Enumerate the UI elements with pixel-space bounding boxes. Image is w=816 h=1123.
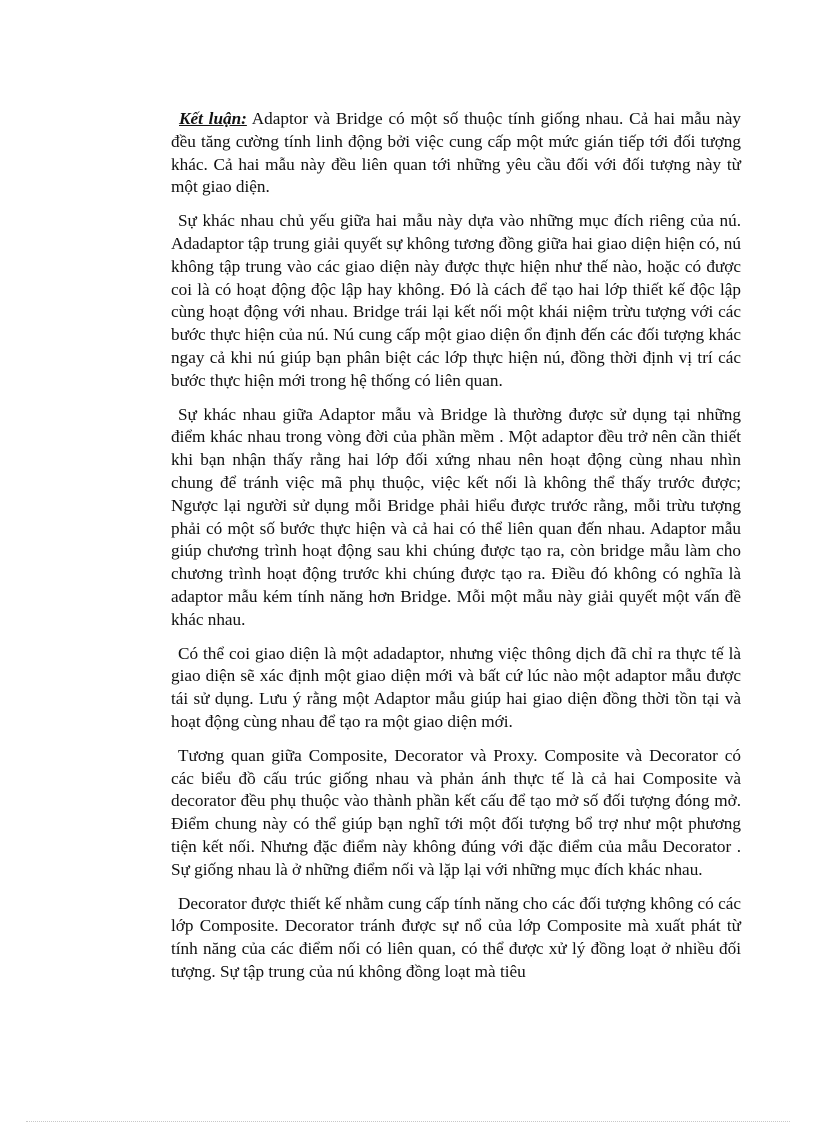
paragraph: Sự khác nhau chủ yếu giữa hai mẫu này dựa vào những mục đích riêng của nú. Adadaptor tập trung giải quyết sự không tương đồng giữa hai giao diện hiện có, nú không tập trung vào các giao diện này được thực hiện như thế nào, hoặc có được coi là có hoạt động độc lập hay không. Đó là cách để tạo hai lớp thiết kế độc lập cùng hoạt động với nhau. Bridge trái lại kết nối một khái niệm trừu tượng với các bước thực hiện của nú. Nú cung cấp một giao diện ổn định đến các đối tượng khác ngay cả khi nú giúp bạn phân biệt các lớp thực hiện nú, đồng thời định vị trí các bước thực hiện mới trong hệ thống có liên quan.	[171, 211, 741, 390]
page-bottom-divider	[26, 1121, 790, 1122]
paragraph-text: Adaptor và Bridge có một số thuộc tính giống nhau. Cả hai mẫu này đều tăng cường tính linh động bởi việc cung cấp một mức gián tiếp tới đối tượng khác. Cả hai mẫu này đều liên quan tới những yêu cầu đối với đối tượng này từ một giao diện.	[171, 109, 742, 197]
paragraph: Có thể coi giao diện là một adadaptor, nhưng việc thông dịch đã chỉ ra thực tế là giao diện sẽ xác định một giao diện mới và bất cứ lúc nào một adaptor mẫu được tái sử dụng. Lưu ý rằng một Adaptor mẫu giúp hai giao diện đồng thời tồn tại và hoạt động cùng nhau để tạo ra một giao diện mới.	[171, 643, 741, 731]
conclusion-label: Kết luận:	[179, 109, 247, 128]
paragraph: Sự khác nhau giữa Adaptor mẫu và Bridge là thường được sử dụng tại những điểm khác nhau trong vòng đời của phần mềm . Một adaptor đều trở nên cần thiết khi bạn nhận thấy rằng hai lớp đối xứng nhau nên hoạt động cùng nhau nhìn chung để tránh việc mã phụ thuộc, việc kết nối là không thể thấy trước được; Ngược lại người sử dụng mỗi Bridge phải hiểu được trước rằng, mỗi trừu tượng phải có một số bước thực hiện và cả hai có thể liên quan đến nhau. Adaptor mẫu giúp chương trình hoạt động sau khi chúng được tạo ra, còn bridge mẫu làm cho chương trình hoạt động trước khi chúng được tạo ra. Điều đó không có nghĩa là adaptor mẫu kém tính năng hơn Bridge. Mỗi một mẫu này giải quyết một vấn đề khác nhau.	[171, 404, 741, 629]
paragraph-conclusion	[171, 108, 741, 199]
paragraph: Tương quan giữa Composite, Decorator và Proxy. Composite và Decorator có các biểu đồ cấu trúc giống nhau và phản ánh thực tế là cả hai Composite và decorator đều phụ thuộc vào thành phần kết cấu để tạo mở số đối tượng đóng mở. Điểm chung này có thể giúp bạn nghĩ tới một đối tượng bổ trợ như một phương tiện kết nối. Nhưng đặc điểm này không đúng với đặc điểm của mẫu Decorator . Sự giống nhau là ở những điểm nối và lặp lại với những mục đích khác nhau.	[171, 745, 741, 879]
document-body	[171, 108, 741, 995]
paragraph: Decorator được thiết kế nhằm cung cấp tính năng cho các đối tượng không có các lớp Composite. Decorator tránh được sự nổ của lớp Composite mà xuất phát từ tính năng của các điểm nối có liên quan, có thể được xử lý đồng loạt ở nhiều đối tượng. Sự tập trung của nú không đồng loạt mà tiêu	[171, 893, 741, 981]
